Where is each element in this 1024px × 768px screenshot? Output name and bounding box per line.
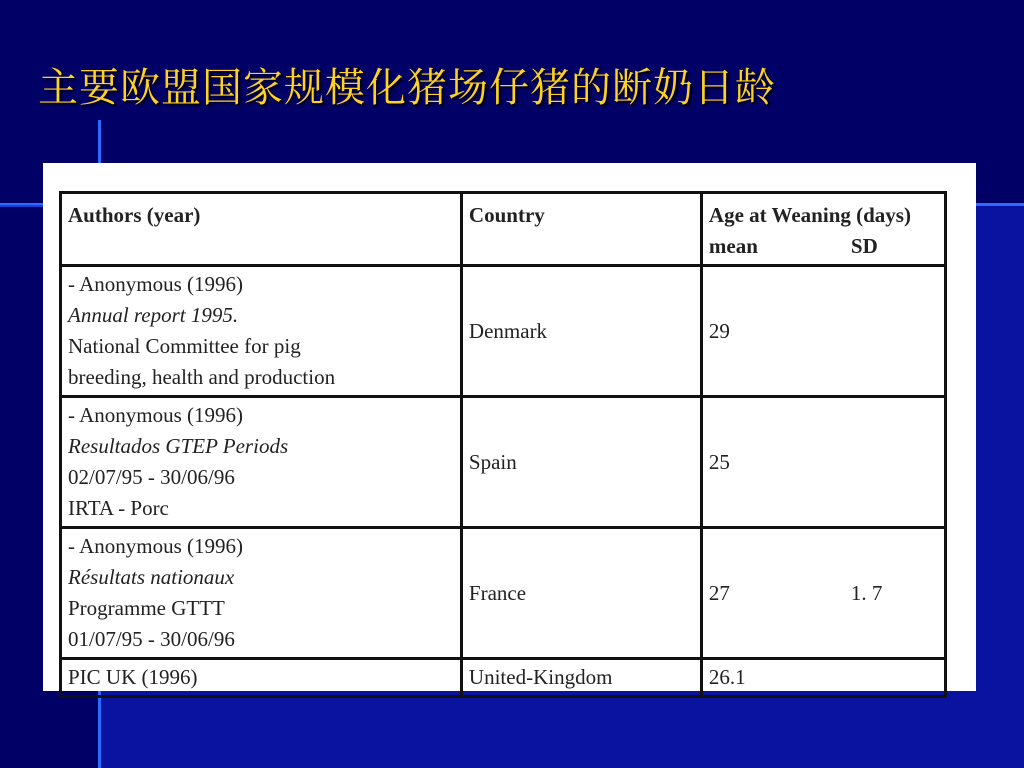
table-row (61, 659, 946, 697)
cell-country: United-Kingdom (461, 659, 701, 697)
cell-authors (61, 266, 462, 397)
author-line: - Anonymous (1996) (68, 403, 243, 427)
author-line: - Anonymous (1996) (68, 272, 243, 296)
table-header-row (61, 193, 946, 266)
cell-mean: 29 (708, 318, 730, 343)
header-authors: Authors (year) (61, 193, 462, 266)
author-line: Annual report 1995. (68, 303, 239, 327)
cell-authors (61, 397, 462, 528)
cell-age (701, 659, 945, 697)
cell-mean: 26.1 (708, 665, 746, 689)
author-line: Résultats nationaux (68, 565, 235, 589)
cell-mean: 27 (708, 580, 730, 605)
author-line: 01/07/95 - 30/06/96 (68, 627, 235, 651)
header-sd: SD (850, 234, 878, 258)
cell-authors (61, 528, 462, 659)
cell-authors (61, 659, 462, 697)
cell-age (701, 528, 945, 659)
header-country: Country (461, 193, 701, 266)
author-line: National Committee for pig (68, 334, 301, 358)
table-row (61, 528, 946, 659)
weaning-age-table (59, 191, 947, 698)
table-image-card (43, 163, 976, 691)
slide-title: 主要欧盟国家规模化猪场仔猪的断奶日龄 (38, 65, 776, 111)
cell-country: France (461, 528, 701, 659)
author-line: breeding, health and production (68, 365, 336, 389)
author-line: PIC UK (1996) (68, 665, 198, 689)
header-age-at-weaning (701, 193, 945, 266)
author-line: Programme GTTT (68, 596, 225, 620)
cell-age (701, 266, 945, 397)
cell-sd: 1. 7 (850, 580, 883, 605)
cell-country: Denmark (461, 266, 701, 397)
author-line: IRTA - Porc (68, 496, 169, 520)
author-line: Resultados GTEP Periods (68, 434, 289, 458)
cell-mean: 25 (708, 449, 730, 474)
author-line: - Anonymous (1996) (68, 534, 243, 558)
header-mean: mean (708, 234, 758, 258)
header-age-title: Age at Weaning (days) (708, 203, 911, 227)
author-line: 02/07/95 - 30/06/96 (68, 465, 235, 489)
table-row (61, 266, 946, 397)
cell-age (701, 397, 945, 528)
cell-country: Spain (461, 397, 701, 528)
table-row (61, 397, 946, 528)
